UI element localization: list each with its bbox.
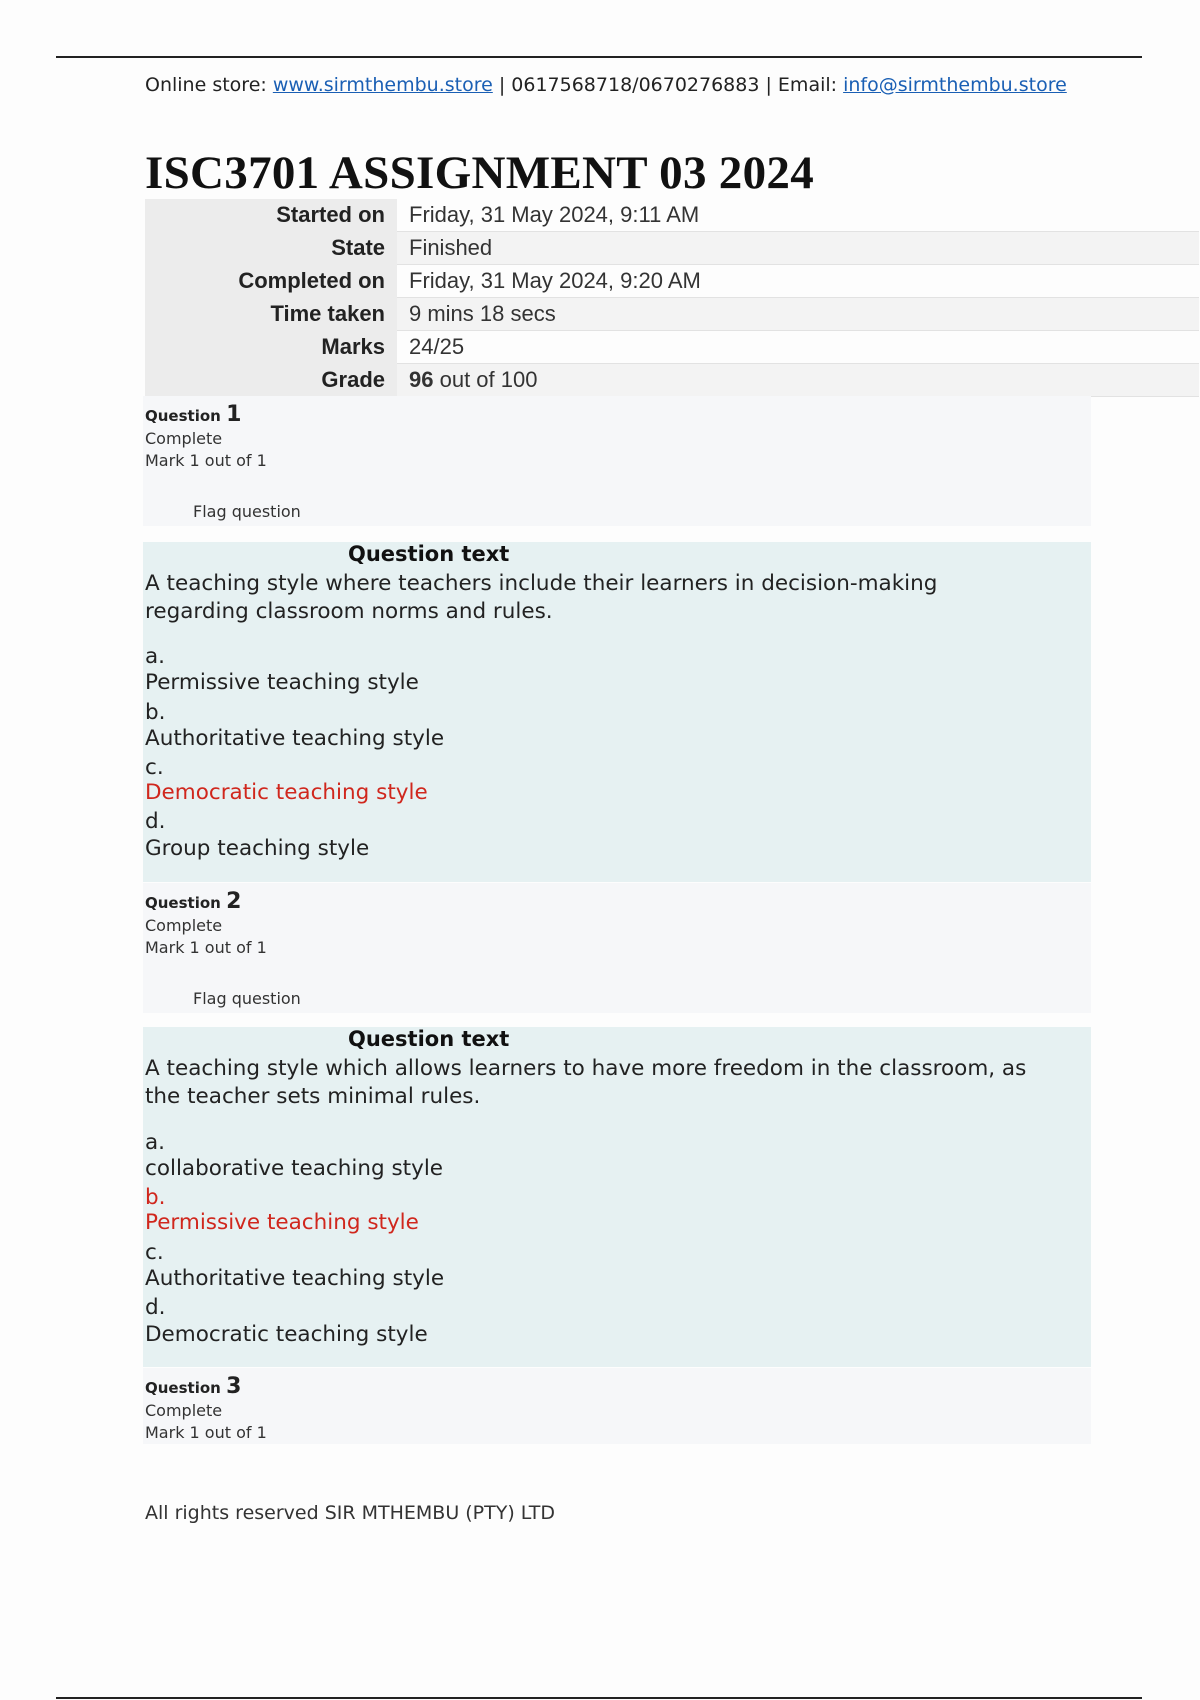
summary-label: Time taken bbox=[145, 298, 397, 331]
question-label: Question bbox=[145, 894, 221, 912]
summary-row-completed bbox=[145, 265, 1199, 298]
question-text-heading: Question text bbox=[348, 542, 510, 566]
summary-value: Friday, 31 May 2024, 9:11 AM bbox=[397, 199, 1199, 232]
question-2-content bbox=[143, 1027, 1091, 1367]
summary-value: 9 mins 18 secs bbox=[397, 298, 1199, 331]
question-grade: Mark 1 out of 1 bbox=[145, 1423, 267, 1442]
summary-row-time-taken bbox=[145, 298, 1199, 331]
answer-option-c[interactable]: Authoritative teaching style bbox=[145, 1266, 445, 1291]
summary-value: Finished bbox=[397, 232, 1199, 265]
summary-label: State bbox=[145, 232, 397, 265]
summary-label: Grade bbox=[145, 364, 397, 397]
grade-score: 96 bbox=[409, 367, 434, 392]
question-label: Question bbox=[145, 1379, 221, 1397]
answer-option-b[interactable]: Authoritative teaching style bbox=[145, 726, 445, 751]
answer-letter-c: c. bbox=[145, 755, 164, 780]
grade-total: out of 100 bbox=[433, 367, 538, 392]
question-2-info bbox=[143, 883, 1091, 1013]
question-number-value: 3 bbox=[226, 1374, 242, 1399]
bottom-rule bbox=[56, 1697, 1142, 1699]
question-grade: Mark 1 out of 1 bbox=[145, 451, 267, 470]
answer-option-a[interactable]: collaborative teaching style bbox=[145, 1156, 444, 1181]
answer-letter-d: d. bbox=[145, 1295, 166, 1320]
copyright-footer: All rights reserved SIR MTHEMBU (PTY) LTD bbox=[145, 1502, 556, 1524]
summary-label: Completed on bbox=[145, 265, 397, 298]
attempt-summary-table bbox=[145, 199, 1199, 397]
answer-letter-b: b. bbox=[145, 700, 166, 725]
answer-option-c-selected[interactable]: Democratic teaching style bbox=[145, 780, 428, 805]
question-number bbox=[145, 1374, 241, 1399]
answer-letter-b-selected: b. bbox=[145, 1185, 166, 1210]
store-link[interactable]: www.sirmthembu.store bbox=[272, 74, 493, 96]
phone-numbers: | 0617568718/0670276883 | Email: bbox=[492, 74, 844, 96]
flag-question-link[interactable]: Flag question bbox=[193, 502, 301, 521]
summary-label: Started on bbox=[145, 199, 397, 232]
question-3-info bbox=[143, 1368, 1091, 1444]
question-grade: Mark 1 out of 1 bbox=[145, 938, 267, 957]
question-prompt: A teaching style which allows learners to have more freedom in the classroom, as the teacher sets minimal rules. bbox=[145, 1056, 1027, 1109]
store-label: Online store: bbox=[145, 74, 273, 96]
question-state: Complete bbox=[145, 916, 223, 935]
summary-row-grade bbox=[145, 364, 1199, 397]
question-1-content bbox=[143, 542, 1091, 882]
summary-value: Friday, 31 May 2024, 9:20 AM bbox=[397, 265, 1199, 298]
email-link[interactable]: info@sirmthembu.store bbox=[843, 74, 1067, 96]
summary-value: 24/25 bbox=[397, 331, 1199, 364]
question-prompt: A teaching style where teachers include their learners in decision-making regarding classroom norms and rules. bbox=[145, 571, 938, 624]
top-rule bbox=[56, 56, 1142, 58]
answer-option-a[interactable]: Permissive teaching style bbox=[145, 670, 419, 695]
question-1-info bbox=[143, 396, 1091, 526]
summary-row-started bbox=[145, 199, 1199, 232]
question-label: Question bbox=[145, 407, 221, 425]
answer-option-d[interactable]: Democratic teaching style bbox=[145, 1322, 428, 1347]
question-number bbox=[145, 889, 241, 914]
summary-row-state bbox=[145, 232, 1199, 265]
question-state: Complete bbox=[145, 1401, 223, 1420]
question-number-value: 1 bbox=[226, 402, 242, 427]
answer-option-b-selected[interactable]: Permissive teaching style bbox=[145, 1210, 419, 1235]
answer-letter-c: c. bbox=[145, 1240, 164, 1265]
answer-letter-d: d. bbox=[145, 809, 166, 834]
summary-value bbox=[397, 364, 1199, 397]
answer-letter-a: a. bbox=[145, 644, 166, 669]
summary-row-marks bbox=[145, 331, 1199, 364]
document-title: ISC3701 ASSIGNMENT 03 2024 bbox=[145, 147, 814, 199]
summary-label: Marks bbox=[145, 331, 397, 364]
page-header bbox=[145, 74, 1067, 96]
question-number-value: 2 bbox=[226, 889, 242, 914]
question-state: Complete bbox=[145, 429, 223, 448]
answer-option-d[interactable]: Group teaching style bbox=[145, 836, 370, 861]
question-number bbox=[145, 402, 241, 427]
question-text-heading: Question text bbox=[348, 1027, 510, 1051]
flag-question-link[interactable]: Flag question bbox=[193, 989, 301, 1008]
answer-letter-a: a. bbox=[145, 1130, 166, 1155]
